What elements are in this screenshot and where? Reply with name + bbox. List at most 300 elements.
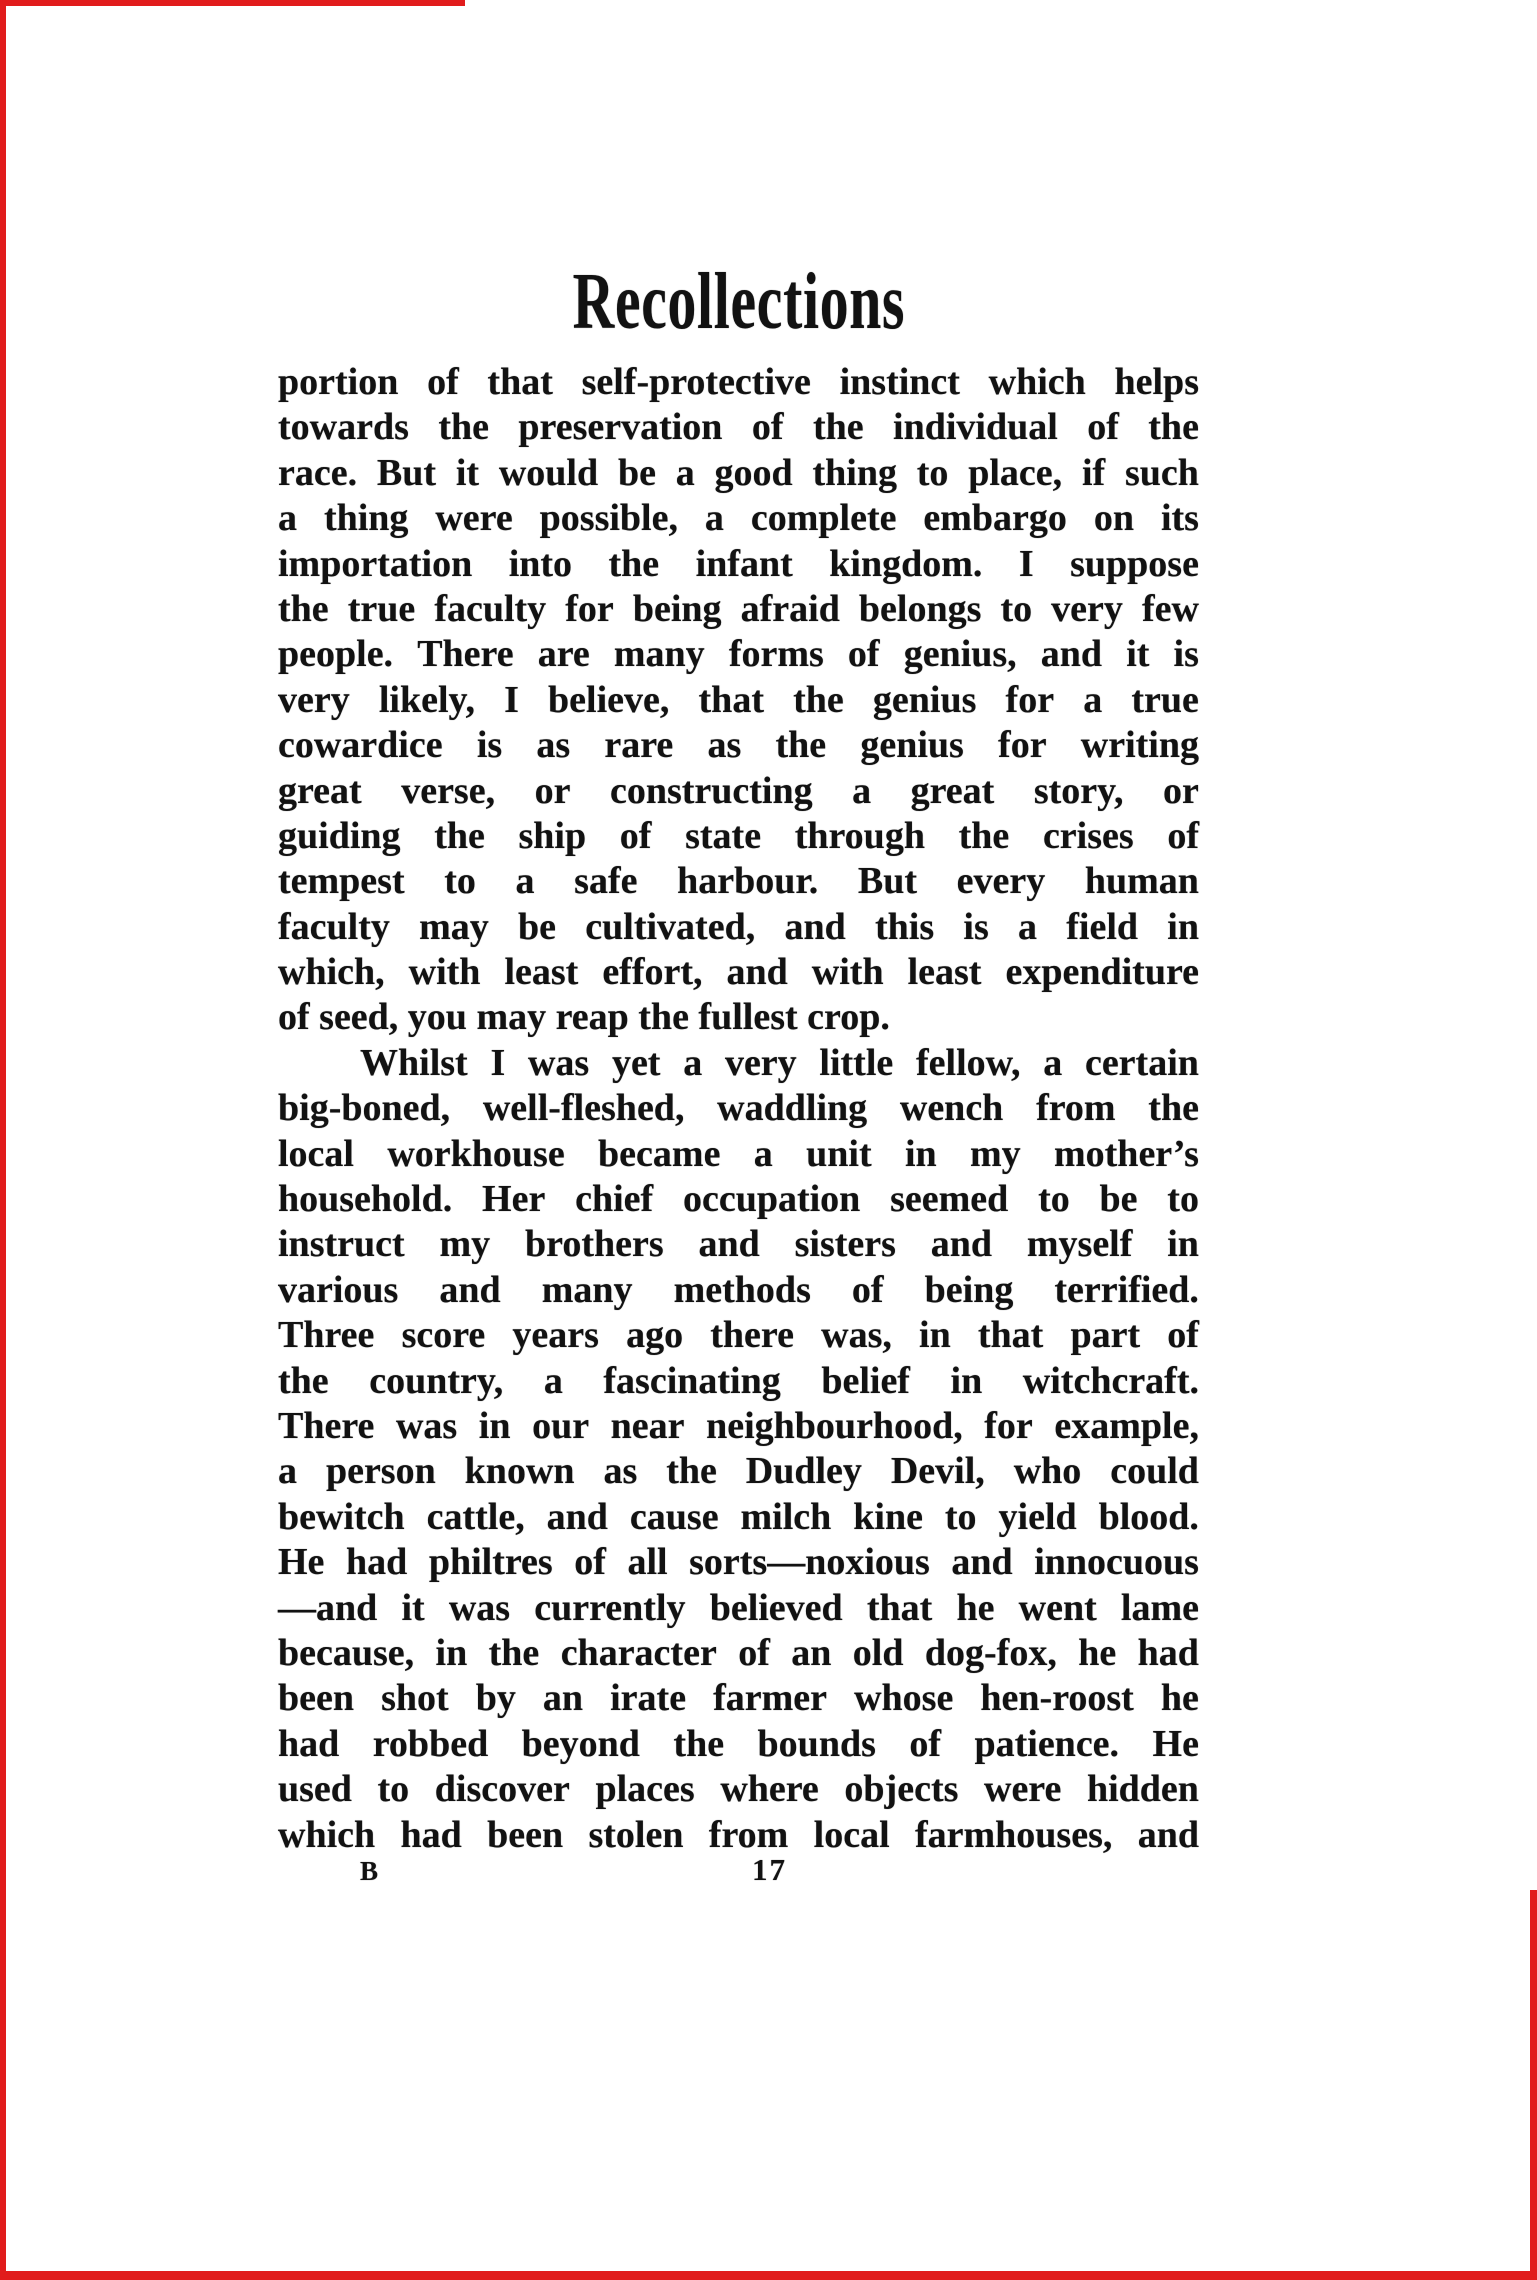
word: place, — [968, 451, 1063, 494]
word: as — [603, 1450, 638, 1493]
text-line — [278, 1177, 1199, 1222]
word: true — [1131, 678, 1199, 721]
word: a — [675, 451, 695, 494]
text-line — [278, 950, 1199, 995]
word: a — [753, 1132, 773, 1175]
word: in — [919, 1314, 951, 1357]
word: became — [598, 1132, 721, 1175]
word: and — [1040, 633, 1103, 676]
word: individual — [893, 406, 1058, 449]
word: faculty — [278, 905, 390, 948]
word: race. — [278, 451, 358, 494]
word: years — [512, 1314, 599, 1357]
word: household. — [278, 1178, 453, 1221]
text-line — [278, 1767, 1199, 1812]
word: seemed — [890, 1178, 1009, 1221]
word: hidden — [1086, 1768, 1199, 1811]
word: to — [377, 1768, 410, 1811]
word: in — [1167, 905, 1199, 948]
word: there — [710, 1314, 794, 1357]
word: objects — [844, 1768, 959, 1811]
word: the — [488, 1631, 540, 1674]
word: terrified. — [1054, 1268, 1199, 1311]
word: the — [608, 542, 660, 585]
scan-edge-mark-bottom — [0, 2271, 1537, 2280]
word: that — [487, 361, 553, 403]
word: state — [685, 814, 762, 857]
text-line — [278, 1631, 1199, 1676]
scan-edge-mark-right — [1530, 1890, 1537, 2280]
word: ship — [518, 814, 587, 857]
word: been — [487, 1813, 564, 1856]
word: of — [909, 1722, 941, 1765]
word: There — [278, 1404, 375, 1447]
word: constructing — [609, 769, 813, 812]
word: witchcraft. — [1022, 1359, 1199, 1402]
word: yield — [998, 1495, 1077, 1538]
word: crises — [1042, 814, 1134, 857]
word: thing — [812, 451, 897, 494]
word: my — [970, 1132, 1021, 1175]
word: brothers — [525, 1223, 664, 1266]
text-line — [278, 360, 1199, 405]
word: the — [438, 406, 489, 449]
word: would — [498, 451, 599, 494]
word: belief — [821, 1359, 910, 1402]
word: a — [515, 860, 535, 903]
word: believe, — [548, 678, 670, 721]
word: every — [956, 860, 1046, 903]
word: known — [464, 1450, 575, 1493]
word: and — [439, 1268, 501, 1311]
word: the — [812, 406, 864, 449]
word: least — [907, 951, 982, 994]
word: tempest — [278, 860, 405, 903]
word: into — [508, 542, 573, 585]
word: went — [1018, 1586, 1097, 1629]
word: with — [811, 951, 884, 994]
word: and — [951, 1541, 1013, 1584]
text-line — [278, 451, 1199, 496]
word: had — [345, 1541, 408, 1584]
word: Whilst — [360, 1041, 468, 1084]
word: complete — [750, 497, 897, 540]
word: discover — [434, 1768, 570, 1811]
word: infant — [695, 542, 793, 585]
word: expenditure — [1005, 951, 1199, 994]
word: my — [439, 1223, 491, 1266]
text-line — [278, 1222, 1199, 1267]
word: a — [278, 1450, 297, 1493]
word: big-boned, — [278, 1087, 451, 1130]
word: genius — [872, 678, 977, 721]
word: effort, — [602, 951, 703, 994]
word: least — [504, 951, 579, 994]
text-line — [278, 1722, 1199, 1767]
word: But — [857, 860, 918, 903]
word: for — [984, 1404, 1033, 1447]
word: being — [632, 587, 722, 630]
word: cowardice — [278, 724, 443, 767]
word: story, — [1033, 769, 1124, 812]
word: that — [866, 1586, 933, 1629]
word: few — [1141, 587, 1199, 630]
word: are — [537, 633, 590, 676]
word: was — [395, 1404, 458, 1447]
word: in — [1167, 1223, 1199, 1266]
text-line — [278, 1404, 1199, 1449]
word: our — [532, 1404, 590, 1447]
word: myself — [1026, 1223, 1133, 1266]
word: of — [1167, 1314, 1199, 1357]
word: safe — [574, 860, 638, 903]
word: person — [325, 1450, 436, 1493]
word: field — [1066, 905, 1139, 948]
word: an — [542, 1677, 584, 1720]
word: of — [751, 406, 784, 449]
word: I — [1018, 542, 1034, 585]
word: workhouse — [387, 1132, 565, 1175]
word: I — [504, 678, 519, 721]
word: portion — [278, 361, 399, 403]
word: that — [698, 678, 764, 721]
word: He — [278, 1541, 325, 1584]
word: by — [475, 1677, 516, 1720]
word: to — [1167, 1178, 1199, 1221]
word: sisters — [794, 1223, 896, 1266]
word: very — [278, 678, 350, 721]
word: likely, — [378, 678, 475, 721]
body-text — [278, 360, 1199, 1858]
word: the — [1148, 406, 1199, 449]
word: unit — [806, 1132, 872, 1175]
word: robbed — [372, 1722, 489, 1765]
word: was, — [821, 1314, 892, 1357]
page-title — [278, 258, 1199, 346]
scan-edge-mark-top — [0, 0, 465, 6]
word: milch — [740, 1495, 832, 1538]
word: had — [400, 1813, 462, 1856]
word: or — [534, 769, 571, 812]
word: genius — [860, 724, 964, 767]
text-line — [278, 1086, 1199, 1131]
word: of — [619, 814, 652, 857]
word: was — [527, 1041, 590, 1084]
word: the — [666, 1450, 717, 1493]
word: little — [819, 1041, 894, 1084]
word: instinct — [839, 361, 960, 403]
word: of — [427, 361, 459, 403]
word: be — [617, 451, 656, 494]
word: methods — [673, 1268, 811, 1311]
text-line — [278, 769, 1199, 814]
text-line — [278, 542, 1199, 587]
word: an — [791, 1631, 832, 1674]
word: who — [1013, 1450, 1082, 1493]
word: to — [1038, 1178, 1070, 1221]
text-line — [278, 1359, 1199, 1404]
word: farmer — [713, 1677, 828, 1720]
word: in — [904, 1132, 937, 1175]
word: and — [930, 1223, 993, 1266]
text-line — [278, 814, 1199, 859]
word: may — [419, 905, 489, 948]
word: the — [278, 587, 329, 630]
text-line — [278, 1586, 1199, 1631]
word: people. — [278, 633, 394, 676]
word: forms — [728, 633, 824, 676]
word: local — [278, 1132, 354, 1175]
word: suppose — [1070, 542, 1199, 585]
word: which — [278, 1813, 376, 1856]
word: with — [408, 951, 481, 994]
word: various — [278, 1268, 399, 1311]
word: many — [541, 1268, 633, 1311]
word: —and — [278, 1586, 378, 1629]
word: a — [1083, 678, 1103, 721]
word: instruct — [278, 1223, 405, 1266]
text-line: of seed, you may reap the fullest crop. — [278, 996, 890, 1039]
word: preservation — [518, 406, 723, 449]
word: in — [950, 1359, 983, 1402]
word: cultivated, — [585, 905, 756, 948]
word: the — [278, 1359, 329, 1402]
word: if — [1081, 451, 1106, 494]
word: through — [794, 814, 925, 857]
word: places — [595, 1768, 695, 1811]
word: importation — [278, 542, 473, 585]
word: which — [988, 361, 1086, 403]
text-line — [278, 1540, 1199, 1585]
word: good — [714, 451, 793, 494]
word: for — [1005, 678, 1055, 721]
word: it — [1126, 633, 1150, 676]
word: possible, — [539, 497, 678, 540]
word: the — [1148, 1087, 1199, 1130]
word: certain — [1084, 1041, 1199, 1084]
word: very — [724, 1041, 797, 1084]
word: He — [1152, 1722, 1199, 1765]
word: well-fleshed, — [482, 1087, 685, 1130]
word: a — [852, 769, 872, 812]
word: for — [565, 587, 614, 630]
scan-edge-mark-left — [0, 0, 6, 2280]
word: occupation — [682, 1178, 861, 1221]
word: from — [1036, 1087, 1116, 1130]
word: as — [536, 724, 571, 767]
text-line — [278, 723, 1199, 768]
text-line — [278, 678, 1199, 723]
word: which, — [278, 951, 385, 994]
word: rare — [604, 724, 674, 767]
word: bounds — [757, 1722, 876, 1765]
word: cause — [629, 1495, 719, 1538]
word: a — [1018, 905, 1037, 948]
word: this — [875, 905, 935, 948]
word: such — [1124, 451, 1199, 494]
word: guiding — [278, 814, 401, 857]
text-line — [278, 859, 1199, 904]
page-title-text: Recollections — [572, 258, 905, 346]
word: the — [793, 678, 844, 721]
word: human — [1084, 860, 1199, 903]
word: to — [944, 1495, 977, 1538]
word: or — [1163, 769, 1199, 812]
word: mother’s — [1054, 1132, 1199, 1175]
word: currently — [534, 1586, 686, 1629]
word: be — [518, 905, 557, 948]
word: stolen — [588, 1813, 684, 1856]
word: he — [1078, 1631, 1117, 1674]
word: and — [784, 905, 846, 948]
word: innocuous — [1034, 1541, 1199, 1584]
word: towards — [278, 406, 409, 449]
word: kine — [853, 1495, 923, 1538]
word: patience. — [974, 1722, 1120, 1765]
word: been — [278, 1677, 354, 1720]
text-line — [278, 1132, 1199, 1177]
word: whose — [854, 1677, 954, 1720]
word: lame — [1120, 1586, 1199, 1629]
word: had — [1137, 1631, 1199, 1674]
word: kingdom. — [829, 542, 983, 585]
word: dog-fox, — [924, 1631, 1057, 1674]
word: and — [1137, 1813, 1199, 1856]
text-line — [278, 1449, 1199, 1494]
word: to — [1000, 587, 1033, 630]
text-line — [278, 1813, 1199, 1858]
word: of — [1167, 814, 1199, 857]
word: Her — [482, 1178, 546, 1221]
word: to — [916, 451, 949, 494]
word: faculty — [434, 587, 547, 630]
word: wench — [899, 1087, 1004, 1130]
word: character — [560, 1631, 717, 1674]
word: could — [1110, 1450, 1199, 1493]
word: harbour. — [677, 860, 819, 903]
word: were — [984, 1768, 1062, 1811]
word: genius, — [903, 633, 1017, 676]
word: were — [435, 497, 513, 540]
word: great — [278, 769, 362, 812]
word: ago — [626, 1314, 684, 1357]
word: local — [813, 1813, 890, 1856]
word: a — [1043, 1041, 1063, 1084]
word: writing — [1080, 724, 1199, 767]
word: farmhouses, — [914, 1813, 1113, 1856]
word: of — [851, 1268, 884, 1311]
word: country, — [369, 1359, 504, 1402]
word: very — [1051, 587, 1123, 630]
word: verse, — [401, 769, 496, 812]
word: afraid — [740, 587, 840, 630]
word: was — [448, 1586, 511, 1629]
word: and — [698, 1223, 760, 1266]
word: sorts—noxious — [689, 1541, 930, 1584]
word: that — [977, 1314, 1044, 1357]
word: for — [998, 724, 1047, 767]
word: of — [738, 1631, 770, 1674]
word: all — [627, 1541, 668, 1584]
word: in — [478, 1404, 511, 1447]
word: shot — [381, 1677, 449, 1720]
text-line — [278, 496, 1199, 541]
word: and — [546, 1495, 608, 1538]
word: true — [347, 587, 416, 630]
word: of — [847, 633, 880, 676]
word: is — [963, 905, 989, 948]
word: self-protective — [581, 361, 811, 403]
word: many — [613, 633, 705, 676]
word: old — [852, 1631, 904, 1674]
word: where — [720, 1768, 819, 1811]
word: being — [924, 1268, 1014, 1311]
word: bewitch — [278, 1495, 405, 1538]
text-line — [278, 1676, 1199, 1721]
word: chief — [575, 1178, 654, 1221]
word: the — [775, 724, 827, 767]
word: part — [1070, 1314, 1141, 1357]
word: of — [1087, 406, 1119, 449]
page-number: 17 — [752, 1852, 787, 1887]
word: a — [278, 497, 297, 540]
word: he — [1160, 1677, 1199, 1720]
word: a — [683, 1041, 703, 1084]
word: irate — [610, 1677, 687, 1720]
word: great — [910, 769, 995, 812]
word: belongs — [858, 587, 982, 630]
text-line — [278, 1041, 1199, 1086]
word: fellow, — [916, 1041, 1021, 1084]
word: used — [278, 1768, 352, 1811]
word: as — [707, 724, 742, 767]
word: is — [476, 724, 503, 767]
word: thing — [323, 497, 409, 540]
word: fascinating — [603, 1359, 781, 1402]
text-line — [278, 405, 1199, 450]
word: a — [543, 1359, 563, 1402]
word: score — [401, 1314, 486, 1357]
word: blood. — [1098, 1495, 1199, 1538]
word: is — [1173, 633, 1199, 676]
word: beyond — [521, 1722, 640, 1765]
word: philtres — [428, 1541, 553, 1584]
word: the — [958, 814, 1010, 857]
word: near — [610, 1404, 685, 1447]
word: it — [455, 451, 480, 494]
word: hen-roost — [980, 1677, 1134, 1720]
word: on — [1093, 497, 1135, 540]
word: the — [434, 814, 485, 857]
word: be — [1099, 1178, 1138, 1221]
text-line — [278, 1268, 1199, 1313]
text-line — [278, 1313, 1199, 1358]
word: believed — [709, 1586, 843, 1629]
word: Devil, — [890, 1450, 985, 1493]
word: Dudley — [745, 1450, 862, 1493]
word: the — [673, 1722, 725, 1765]
word: There — [417, 633, 514, 676]
word: because, — [278, 1631, 415, 1674]
text-line — [278, 632, 1199, 677]
word: to — [444, 860, 476, 903]
word: of — [574, 1541, 606, 1584]
word: had — [278, 1722, 340, 1765]
text-line — [278, 587, 1199, 632]
word: Three — [278, 1314, 375, 1357]
word: helps — [1114, 361, 1199, 403]
word: in — [435, 1631, 468, 1674]
